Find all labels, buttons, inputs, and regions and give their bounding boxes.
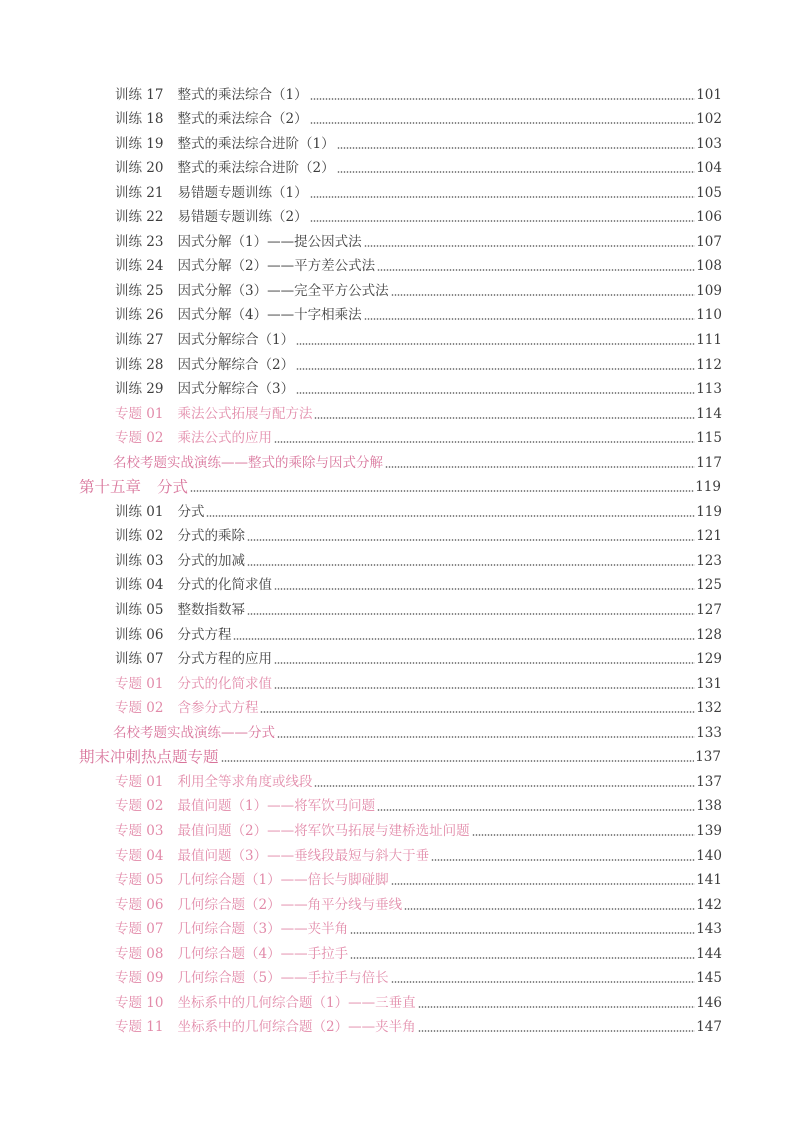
toc-entry-title: 易错题专题训练（2）: [177, 209, 308, 226]
toc-page-number: 137: [696, 773, 722, 790]
toc-page-number: 141: [696, 872, 722, 889]
toc-entry-row[interactable]: [115, 152, 722, 177]
toc-leader-dots: [431, 859, 695, 861]
toc-leader-dots: [391, 294, 696, 296]
toc-entry-row[interactable]: [115, 250, 722, 275]
toc-entry-row[interactable]: [115, 569, 722, 594]
toc-entry-label: [115, 160, 337, 176]
toc-entry-number: 训练 21: [115, 184, 164, 201]
toc-entry-row[interactable]: [115, 839, 722, 864]
toc-entry-title: 名校考题实战演练——整式的乘除与因式分解: [113, 454, 383, 471]
toc-leader-dots: [274, 687, 695, 689]
toc-leader-dots: [404, 908, 695, 910]
toc-leader-dots: [314, 417, 695, 419]
toc-entry-title: 分式的乘除: [177, 528, 245, 545]
toc-entry-number: 专题 01: [115, 405, 164, 422]
toc-entry-number: 专题 10: [115, 994, 164, 1011]
toc-page-number: 140: [696, 847, 722, 864]
toc-entry-label: [115, 577, 274, 593]
toc-leader-dots: [314, 785, 695, 787]
toc-entry-number: 专题 11: [115, 1019, 164, 1036]
toc-entry-label: [115, 553, 247, 569]
toc-entry-row[interactable]: [115, 348, 722, 373]
toc-page-number: 107: [696, 233, 722, 250]
toc-entry-label: [115, 283, 391, 299]
toc-entry-row[interactable]: [115, 937, 722, 962]
toc-chapter-row[interactable]: [79, 471, 721, 496]
toc-entry-title: 分式: [157, 478, 189, 497]
toc-page-number: 137: [695, 749, 721, 766]
toc-page-number: 119: [695, 479, 721, 496]
toc-entry-label: [115, 430, 274, 446]
toc-entry-number: 训练 23: [115, 233, 164, 250]
toc-entry-number: 训练 03: [115, 552, 164, 569]
toc-leader-dots: [350, 932, 695, 934]
toc-entry-number: 训练 17: [115, 86, 164, 103]
toc-entry-title: 分式的加减: [177, 552, 245, 569]
toc-entry-label: [115, 209, 310, 225]
toc-entry-title: 分式: [177, 503, 205, 520]
toc-entry-title: 因式分解（3）——完全平方公式法: [177, 282, 389, 299]
toc-leader-dots: [277, 736, 695, 738]
toc-entry-label: [115, 774, 314, 790]
toc-entry-title: 几何综合题（4）——手拉手: [177, 945, 349, 962]
toc-page-number: 112: [696, 356, 722, 373]
toc-entry-label: [115, 332, 296, 348]
toc-leader-dots: [296, 368, 695, 370]
toc-leader-dots: [472, 834, 696, 836]
toc-page-number: 102: [696, 111, 722, 128]
toc-leader-dots: [391, 883, 696, 885]
toc-entry-label: [115, 872, 391, 888]
toc-page-number: 147: [696, 1019, 722, 1036]
toc-entry-title: 名校考题实战演练——分式: [113, 724, 275, 741]
toc-entry-title: 因式分解综合（3）: [177, 381, 295, 398]
toc-entry-label: [115, 185, 310, 201]
toc-entry-row[interactable]: [115, 422, 722, 447]
toc-entry-number: 训练 22: [115, 209, 164, 226]
toc-entry-number: 训练 19: [115, 135, 164, 152]
toc-leader-dots: [418, 1006, 696, 1008]
toc-entry-row[interactable]: [115, 864, 722, 889]
toc-entry-row[interactable]: [115, 103, 722, 128]
toc-entry-row[interactable]: [115, 127, 722, 152]
toc-entry-number: 专题 09: [115, 970, 164, 987]
toc-entry-number: 训练 26: [115, 307, 164, 324]
toc-entry-row[interactable]: [115, 593, 722, 618]
toc-entry-number: 训练 25: [115, 282, 164, 299]
toc-entry-label: [115, 798, 377, 814]
toc-entry-label: [115, 111, 310, 127]
toc-leader-dots: [233, 638, 695, 640]
toc-page-number: 114: [696, 405, 722, 422]
toc-leader-dots: [364, 245, 696, 247]
toc-entry-number: 训练 18: [115, 111, 164, 128]
toc-entry-title: 因式分解（1）——提公因式法: [177, 233, 362, 250]
toc-entry-label: [115, 504, 206, 520]
toc-entry-label: [115, 307, 364, 323]
toc-entry-row[interactable]: [115, 913, 722, 938]
toc-leader-dots: [296, 392, 695, 394]
toc-leader-dots: [247, 564, 695, 566]
toc-entry-label: [115, 823, 472, 839]
toc-leader-dots: [296, 343, 695, 345]
toc-leader-dots: [377, 809, 695, 811]
toc-page-number: 108: [696, 258, 722, 275]
toc-page-number: 115: [696, 430, 722, 447]
toc-entry-label: [113, 455, 385, 471]
toc-entry-label: [115, 848, 431, 864]
toc-leader-dots: [190, 490, 694, 492]
toc-entry-number: 训练 02: [115, 528, 164, 545]
toc-entry-number: 专题 04: [115, 847, 164, 864]
toc-entry-label: [115, 406, 314, 422]
toc-leader-dots: [364, 318, 696, 320]
toc-entry-title: 乘法公式拓展与配方法: [177, 405, 313, 422]
toc-entry-row[interactable]: [115, 176, 722, 201]
toc-page-number: 138: [696, 798, 722, 815]
toc-entry-row[interactable]: [113, 446, 722, 471]
toc-page-number: 105: [696, 184, 722, 201]
toc-entry-number: 专题 06: [115, 896, 164, 913]
toc-entry-row[interactable]: [115, 323, 722, 348]
toc-entry-number: 专题 01: [115, 773, 164, 790]
toc-page-number: 104: [696, 160, 722, 177]
toc-page-number: 139: [696, 822, 722, 839]
toc-entry-row[interactable]: [115, 790, 722, 815]
toc-entry-label: [115, 676, 274, 692]
toc-entry-row[interactable]: [115, 274, 722, 299]
toc-entry-title: 分式方程的应用: [177, 651, 272, 668]
toc-entry-label: [79, 749, 221, 765]
toc-page-number: 143: [696, 921, 722, 938]
toc-entry-label: [115, 234, 364, 250]
toc-entry-row[interactable]: [115, 299, 722, 324]
toc-page-number: 127: [696, 602, 722, 619]
toc-entry-label: [115, 528, 247, 544]
toc-page-number: 121: [696, 528, 722, 545]
toc-entry-row[interactable]: [115, 888, 722, 913]
toc-entry-number: 专题 02: [115, 798, 164, 815]
toc-entry-label: [115, 357, 296, 373]
toc-page-number: 146: [696, 994, 722, 1011]
toc-entry-row[interactable]: [115, 814, 722, 839]
toc-entry-row[interactable]: [115, 373, 722, 398]
toc-entry-label: [113, 725, 277, 741]
toc-page-number: 133: [696, 724, 722, 741]
toc-entry-number: 训练 29: [115, 381, 164, 398]
toc-entry-title: 最值问题（3）——垂线段最短与斜大于垂: [177, 847, 430, 864]
toc-entry-title: 几何综合题（2）——角平分线与垂线: [177, 896, 403, 913]
toc-entry-row[interactable]: [115, 397, 722, 422]
toc-entry-number: 训练 07: [115, 651, 164, 668]
toc-page-number: 113: [696, 381, 722, 398]
toc-entry-title: 分式的化简求值: [177, 675, 272, 692]
toc-entry-title: 整式的乘法综合（1）: [177, 86, 308, 103]
toc-entry-label: [115, 381, 296, 397]
toc-entry-row[interactable]: [115, 962, 722, 987]
toc-entry-title: 期末冲刺热点题专题: [79, 748, 219, 767]
toc-leader-dots: [260, 711, 695, 713]
toc-page-number: 144: [696, 945, 722, 962]
toc-entry-label: [115, 627, 233, 643]
toc-entry-row[interactable]: [115, 1011, 722, 1036]
toc-leader-dots: [350, 957, 695, 959]
toc-entry-label: [115, 1019, 418, 1035]
toc-entry-number: 专题 02: [115, 700, 164, 717]
toc-entry-number: 第十五章: [79, 478, 142, 497]
toc-entry-title: 因式分解（4）——十字相乘法: [177, 307, 362, 324]
toc-entry-row[interactable]: [115, 78, 722, 103]
toc-leader-dots: [274, 441, 695, 443]
toc-leader-dots: [310, 122, 696, 124]
toc-leader-dots: [310, 98, 696, 100]
toc-page-number: 111: [696, 332, 722, 349]
toc-entry-title: 最值问题（1）——将军饮马问题: [177, 798, 376, 815]
toc-entry-label: [115, 136, 337, 152]
toc-leader-dots: [247, 613, 695, 615]
toc-entry-title: 坐标系中的几何综合题（1）——三垂直: [177, 994, 416, 1011]
toc-entry-number: 专题 05: [115, 872, 164, 889]
toc-leader-dots: [418, 1030, 696, 1032]
toc-entry-label: [79, 479, 190, 495]
toc-page-number: 142: [696, 896, 722, 913]
toc-entry-title: 几何综合题（5）——手拉手与倍长: [177, 970, 389, 987]
toc-page-number: 128: [696, 626, 722, 643]
toc-entry-number: 训练 05: [115, 602, 164, 619]
toc-page-number: 103: [696, 135, 722, 152]
toc-entry-title: 分式方程: [177, 626, 232, 643]
toc-entry-number: 训练 27: [115, 332, 164, 349]
toc-leader-dots: [377, 269, 695, 271]
toc-page-number: 110: [696, 307, 722, 324]
toc-entry-row[interactable]: [115, 495, 722, 520]
toc-entry-label: [115, 921, 350, 937]
toc-entry-number: 训练 28: [115, 356, 164, 373]
toc-leader-dots: [385, 466, 695, 468]
toc-entry-title: 最值问题（2）——将军饮马拓展与建桥选址问题: [177, 822, 470, 839]
toc-entry-title: 整数指数幂: [177, 602, 245, 619]
toc-entry-label: [115, 87, 310, 103]
toc-leader-dots: [247, 539, 695, 541]
toc-leader-dots: [310, 220, 696, 222]
toc-entry-title: 整式的乘法综合进阶（1）: [177, 135, 335, 152]
toc-page-number: 109: [696, 282, 722, 299]
toc-leader-dots: [337, 171, 696, 173]
toc-leader-dots: [391, 981, 696, 983]
toc-page-number: 119: [696, 503, 722, 520]
toc-entry-title: 乘法公式的应用: [177, 430, 272, 447]
toc-leader-dots: [274, 588, 695, 590]
toc-entry-number: 专题 02: [115, 430, 164, 447]
toc-entry-row[interactable]: [115, 520, 722, 545]
toc-entry-title: 利用全等求角度或线段: [177, 773, 313, 790]
toc-entry-number: 训练 20: [115, 160, 164, 177]
toc-entry-number: 训练 04: [115, 577, 164, 594]
toc-entry-title: 分式的化简求值: [177, 577, 272, 594]
toc-page-number: 145: [696, 970, 722, 987]
toc-entry-label: [115, 651, 274, 667]
toc-page-number: 132: [696, 700, 722, 717]
toc-entry-number: 专题 08: [115, 945, 164, 962]
toc-entry-title: 含参分式方程: [177, 700, 259, 717]
toc-entry-label: [115, 258, 377, 274]
toc-entry-row[interactable]: [115, 692, 722, 717]
toc-page-number: 125: [696, 577, 722, 594]
toc-entry-title: 因式分解综合（2）: [177, 356, 295, 373]
toc-entry-row[interactable]: [115, 667, 722, 692]
toc-entry-number: 训练 01: [115, 503, 164, 520]
toc-entry-row[interactable]: [115, 618, 722, 643]
toc-entry-label: [115, 946, 350, 962]
toc-entry-row[interactable]: [115, 765, 722, 790]
toc-entry-number: 专题 01: [115, 675, 164, 692]
toc-entry-number: 训练 24: [115, 258, 164, 275]
toc-leader-dots: [337, 147, 696, 149]
toc-page-number: 101: [696, 86, 722, 103]
toc-entry-title: 几何综合题（3）——夹半角: [177, 921, 349, 938]
toc-entry-label: [115, 995, 418, 1011]
toc-entry-label: [115, 897, 404, 913]
toc-page-number: 117: [696, 454, 722, 471]
toc-entry-title: 整式的乘法综合（2）: [177, 111, 308, 128]
toc-entry-title: 整式的乘法综合进阶（2）: [177, 160, 335, 177]
toc-page-number: 123: [696, 552, 722, 569]
toc-page-number: 131: [696, 675, 722, 692]
toc-entry-label: [115, 602, 247, 618]
toc-entry-row[interactable]: [115, 643, 722, 668]
toc-entry-row[interactable]: [113, 716, 722, 741]
toc-leader-dots: [206, 515, 695, 517]
toc-entry-label: [115, 970, 391, 986]
toc-entry-title: 因式分解综合（1）: [177, 332, 295, 349]
toc-entry-number: 训练 06: [115, 626, 164, 643]
toc-chapter-row[interactable]: [79, 741, 721, 766]
toc-entry-title: 几何综合题（1）——倍长与脚碰脚: [177, 872, 389, 889]
toc-page-number: 129: [696, 651, 722, 668]
toc-leader-dots: [310, 196, 696, 198]
toc-entry-title: 易错题专题训练（1）: [177, 184, 308, 201]
toc-entry-row[interactable]: [115, 544, 722, 569]
toc-entry-number: 专题 07: [115, 921, 164, 938]
toc-leader-dots: [274, 662, 695, 664]
toc-entry-title: 因式分解（2）——平方差公式法: [177, 258, 376, 275]
toc-entry-row[interactable]: [115, 986, 722, 1011]
toc-entry-title: 坐标系中的几何综合题（2）——夹半角: [177, 1019, 416, 1036]
toc-entry-label: [115, 700, 260, 716]
toc-leader-dots: [221, 760, 695, 762]
toc-entry-row[interactable]: [115, 201, 722, 226]
toc-page-number: 106: [696, 209, 722, 226]
table-of-contents: [0, 78, 800, 1035]
toc-entry-number: 专题 03: [115, 822, 164, 839]
toc-entry-row[interactable]: [115, 225, 722, 250]
